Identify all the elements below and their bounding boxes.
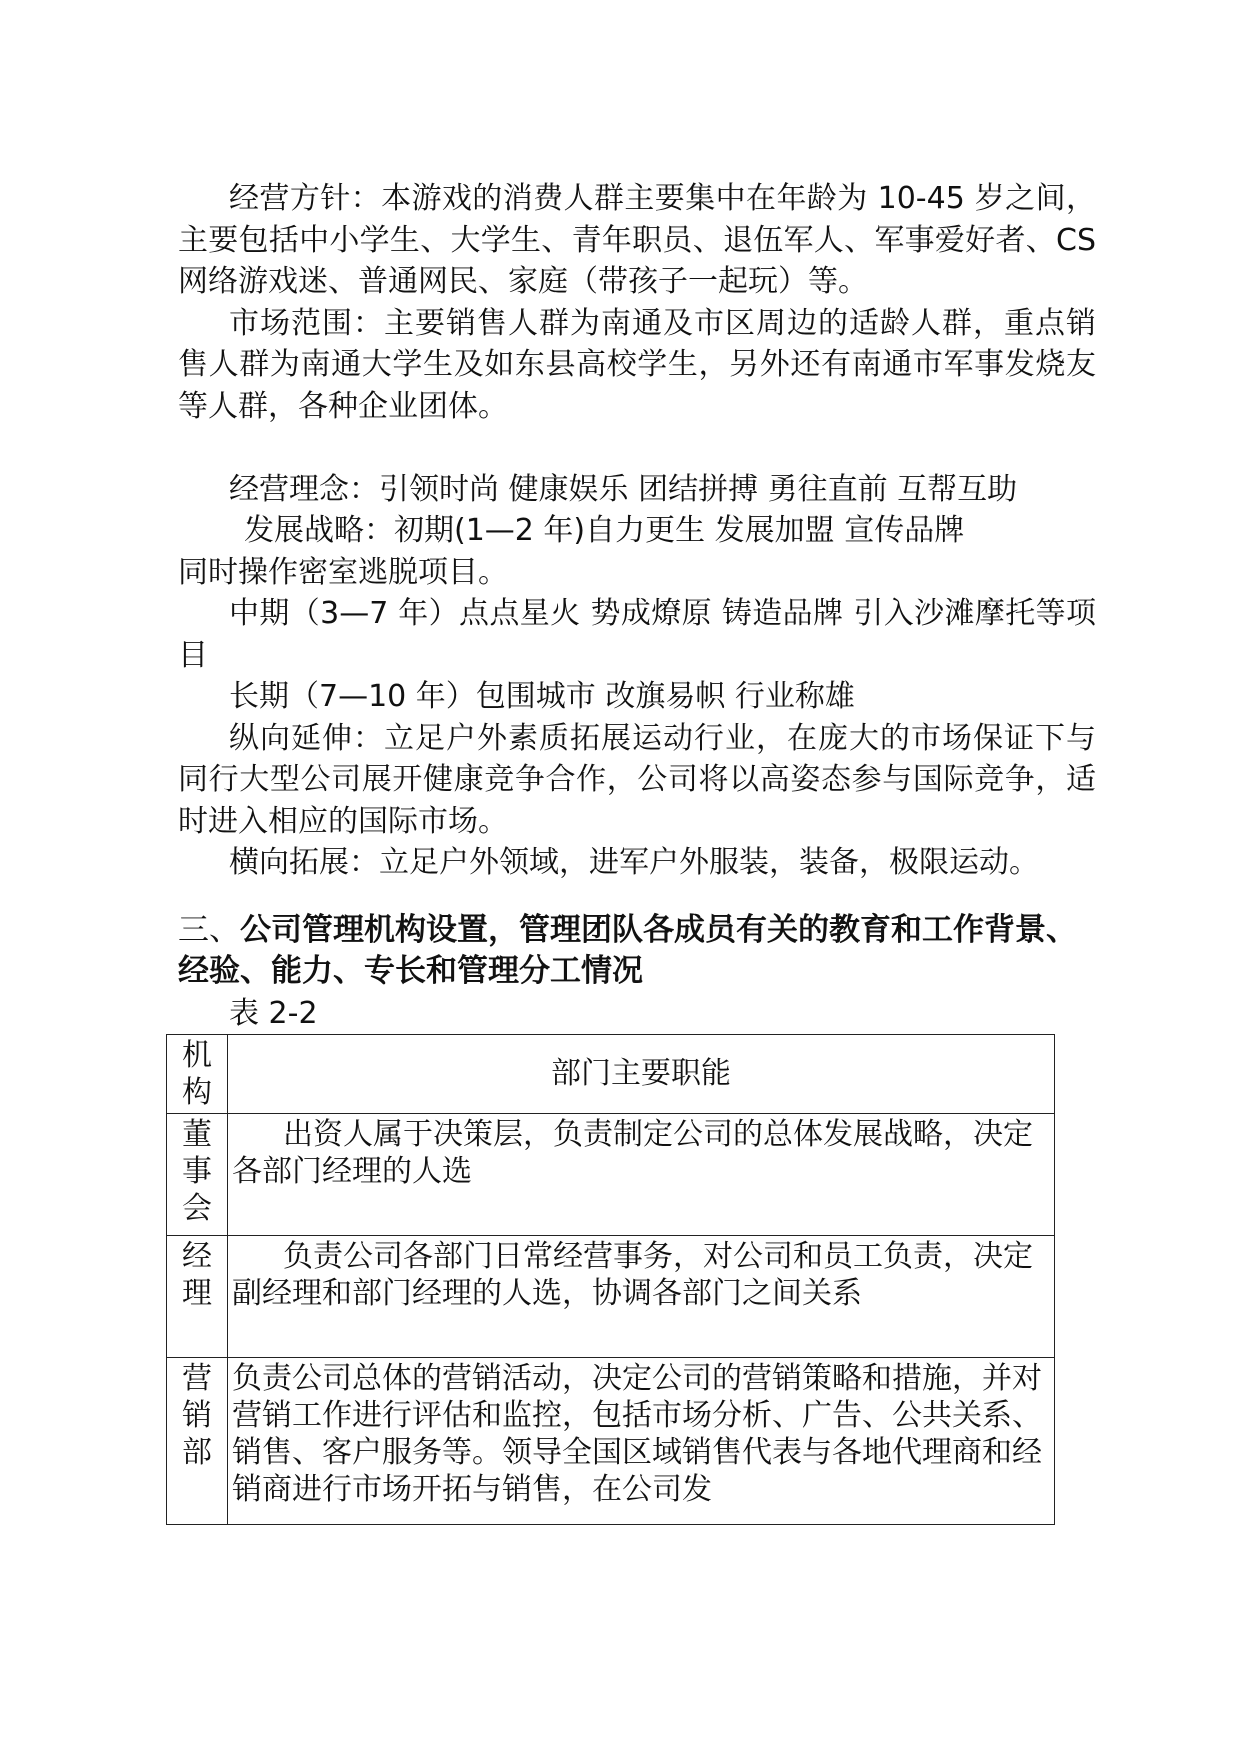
market-scope-paragraph: 市场范围：主要销售人群为南通及市区周边的适龄人群，重点销售人群为南通大学生及如东县高校学生，另外还有南通市军事发烧友等人群，各种企业团体。 xyxy=(178,305,1096,424)
table-caption: 表 2-2 xyxy=(229,995,318,1031)
duty-cell: 负责公司总体的营销活动，决定公司的营销策略和措施，并对营销工作进行评估和监控，包括市场分析、广告、公共关系、销售、客户服务等。领导全国区域销售代表与各地代理商和经销商进行市场开拓与销售，在公司发 xyxy=(228,1357,1055,1524)
horizontal-expansion-paragraph: 横向拓展：立足户外领域，进军户外服装，装备，极限运动。 xyxy=(229,845,1039,880)
duty-cell: 负责公司各部门日常经营事务，对公司和员工负责，决定副经理和部门经理的人选，协调各部门之间关系 xyxy=(228,1235,1055,1357)
business-policy-paragraph: 经营方针：本游戏的消费人群主要集中在年龄为 10-45 岁之间，主要包括中小学生、大学生、青年职员、退伍军人、军事爱好者、CS 网络游戏迷、普通网民、家庭（带孩子一起玩）等。 xyxy=(178,181,1096,299)
blank-line xyxy=(178,427,1096,469)
section-title: 公司管理机构设置，管理团队各成员有关的教育和工作背景、经验、能力、专长和管理分工情况 xyxy=(178,911,1077,989)
table-header-row xyxy=(167,1034,1055,1113)
table-row xyxy=(167,1357,1055,1524)
vertical-extension-paragraph: 纵向延伸：立足户外素质拓展运动行业，在庞大的市场保证下与同行大型公司展开健康竞争合作，公司将以高姿态参与国际竞争，适时进入相应的国际市场。 xyxy=(178,720,1096,839)
department-table xyxy=(166,1034,1055,1525)
section-heading xyxy=(178,910,1096,993)
header-org: 机构 xyxy=(167,1034,228,1113)
long-term-paragraph: 长期（7—10 年）包围城市 改旗易帜 行业称雄 xyxy=(229,679,855,714)
org-cell: 营销部 xyxy=(167,1357,228,1524)
duty-cell: 出资人属于决策层，负责制定公司的总体发展战略，决定各部门经理的人选 xyxy=(228,1113,1055,1235)
org-cell: 董事会 xyxy=(167,1113,228,1235)
section-number: 三、 xyxy=(178,911,240,948)
table-row xyxy=(167,1113,1055,1235)
table-row xyxy=(167,1235,1055,1357)
document-page xyxy=(178,178,1096,1525)
header-duty: 部门主要职能 xyxy=(228,1034,1055,1113)
mid-term-paragraph: 中期（3—7 年）点点星火 势成燎原 铸造品牌 引入沙滩摩托等项目 xyxy=(178,596,1096,673)
development-strategy-paragraph: 发展战略：初期(1—2 年)自力更生 发展加盟 宣传品牌 xyxy=(244,513,965,548)
development-strategy-continuation: 同时操作密室逃脱项目。 xyxy=(178,554,508,590)
org-cell: 经理 xyxy=(167,1235,228,1357)
business-philosophy-paragraph: 经营理念：引领时尚 健康娱乐 团结拼搏 勇往直前 互帮互助 xyxy=(229,471,1018,507)
